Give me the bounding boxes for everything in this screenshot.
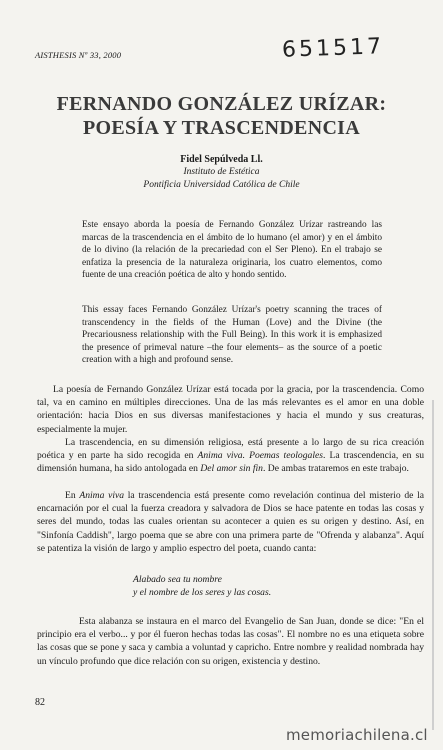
verse-line-2: y el nombre de los seres y las cosas. <box>133 587 272 598</box>
author-name: Fidel Sepúlveda Ll. <box>180 154 263 165</box>
abstract-spanish: Este ensayo aborda la poesía de Fernando González Urízar rastreando las marcas de la trascendencia en el ámbito de lo humano (el amor) y en el ámbito de lo divino (la relación de la precariedad con el Ser Pleno). En el trabajo se enfatiza la presencia de la naturaleza originaria, los cuatro elementos, como fuente de una creación poética de alto y hondo sentido. <box>82 220 382 281</box>
watermark: memoriachilena.cl <box>286 726 428 744</box>
body-paragraph-3 <box>37 489 424 555</box>
handwritten-catalog-number: 651517 <box>281 34 385 63</box>
book-title-del-amor-sin-fin: Del amor sin fin <box>200 463 263 475</box>
article-title-line-2: POESÍA Y TRASCENDENCIA <box>82 117 361 139</box>
paragraph-text: la trascendencia está presente como revelación continua del misterio de la encarnación por el cual la fuerza creadora y salvadora de Dios se hace patente en todas las cosas y seres del mundo, todas las cuales orientan su acontecer a quien es su origen y destino. Así, en "Sinfonía Caddish", largo poema que se abre con una primera parte de "Ofrenda y alabanza". Aquí se patentiza la visión de largo y amplio espectro del poeta, cuando canta: <box>37 490 424 554</box>
paragraph-text: . La trascendencia, en su dimensión humana, ha sido antologada en <box>37 450 425 475</box>
paragraph-text: . De ambas trataremos en este trabajo. <box>262 463 409 475</box>
journal-header: AISTHESIS Nº 33, 2000 <box>35 50 122 60</box>
paragraph-text: La trascendencia, en su dimensión religiosa, está presente a lo largo de su rica creación poética y en parte ha sido recogida en <box>37 437 424 462</box>
author-affiliation-university: Pontificia Universidad Católica de Chile <box>143 180 300 190</box>
body-paragraph-1: La poesía de Fernando González Urízar está tocada por la gracia, por la trascendencia. Como tal, va en camino en múltiples direcciones. Una de las más relevantes es el amor en una doble orientación: hacia Dios en sus diversas manifestaciones y hacia el mundo y sus creaturas, especialmente la mujer. <box>37 384 424 435</box>
body-paragraph-2 <box>37 436 424 476</box>
paragraph-text: En <box>65 490 80 501</box>
page-number: 82 <box>35 697 45 708</box>
body-paragraph-4: Esta alabanza se instaura en el marco del Evangelio de San Juan, donde se dice: "En el principio era el verbo... y por él fueron hechas todas las cosas". El nombre no es una etiqueta sobre las cosas que se pone y saca y cambia a voluntad y capricho. Entre nombre y realidad nombrada hay un vínculo profundo que dice relación con su origen, existencia y destino. <box>37 616 424 667</box>
book-title-anima-viva: Anima viva. Poemas teologales <box>197 450 323 462</box>
article-title-line-1: FERNANDO GONZÁLEZ URÍZAR: <box>56 93 387 115</box>
abstract-english: This essay faces Fernando González Urízar's poetry scanning the traces of transcendency in the fields of the Human (Love) and the Divine (the Precariousness relationship with the Full Being). In this work it is emphasized the presence of primeval nature –the four elements– as the source of a poetic creation with a high and profound sense. <box>82 305 382 366</box>
scan-edge-line <box>432 400 434 730</box>
author-affiliation-institute: Instituto de Estética <box>183 167 260 177</box>
verse-line-1: Alabado sea tu nombre <box>133 574 222 585</box>
book-title-anima-viva: Anima viva <box>79 490 125 501</box>
